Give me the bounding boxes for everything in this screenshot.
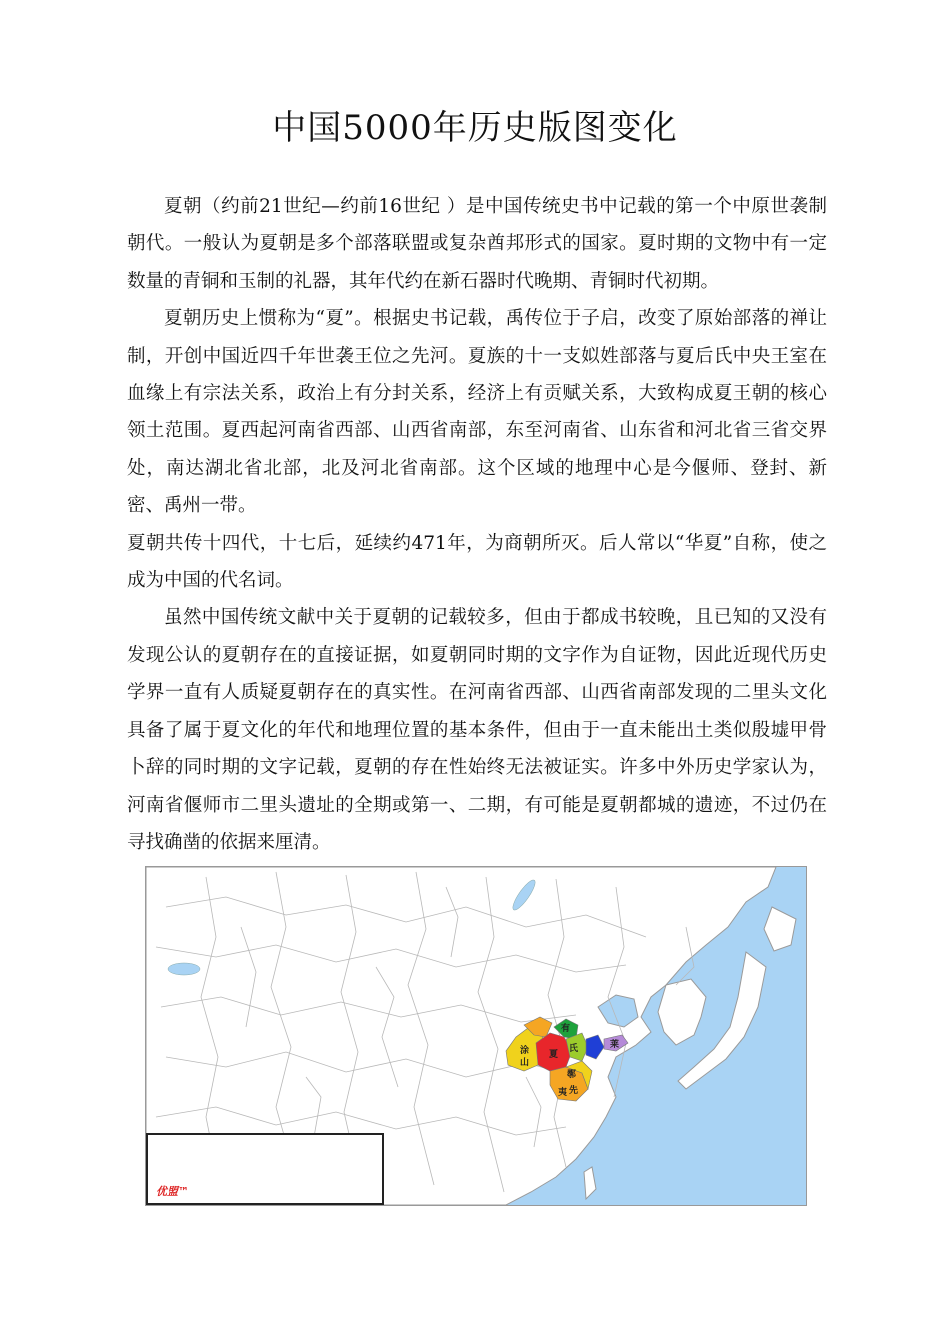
xia-dynasty-map — [145, 866, 807, 1206]
paragraph-3: 夏朝共传十四代，十七后，延续约471年，为商朝所灭。后人常以“华夏”自称，使之成为中国的代名词。 — [127, 532, 827, 592]
region-label: 鄩 — [567, 1070, 577, 1080]
region-label: 夏 — [549, 1050, 559, 1060]
article-body — [127, 188, 827, 861]
region-label: 莱 — [610, 1040, 620, 1050]
map-watermark: 优盟™ — [156, 1185, 189, 1198]
paragraph-1: 夏朝（约前21世纪—约前16世纪 ）是中国传统史书中记载的第一个中原世袭制朝代。一般认为夏朝是多个部落联盟或复杂酋邦形式的国家。夏时期的文物中有一定数量的青铜和玉制的礼器，其年代约在新石器时代晚期、青铜时代初期。 — [127, 196, 827, 292]
map-lake-balkhash — [168, 963, 200, 975]
paragraph-2: 夏朝历史上惯称为“夏”。根据史书记载，禹传位于子启，改变了原始部落的禅让制，开创中国近四千年世袭王位之先河。夏族的十一支姒姓部落与夏后氏中央王室在血缘上有宗法关系，政治上有分封关系，经济上有贡赋关系，大致构成夏王朝的核心领土范围。夏西起河南省西部、山西省南部，东至河南省、山东省和河北省三省交界处，南达湖北省北部，北及河北省南部。这个区域的地理中心是今偃师、登封、新密、禹州一带。 — [127, 308, 827, 517]
page-title: 中国5000年历史版图变化 — [272, 108, 678, 148]
region-label: 氏 — [569, 1044, 579, 1054]
region-label: 山 — [520, 1058, 530, 1068]
paragraph-4: 虽然中国传统文献中关于夏朝的记载较多，但由于都成书较晚，且已知的又没有发现公认的夏朝存在的直接证据，如夏朝同时期的文字作为自证物，因此近现代历史学界一直有人质疑夏朝存在的真实性。在河南省西部、山西省南部发现的二里头文化具备了属于夏文化的年代和地理位置的基本条件，但由于一直未能出土类似殷墟甲骨卜辞的同时期的文字记载，夏朝的存在性始终无法被证实。许多中外历史学家认为，河南省偃师市二里头遗址的全期或第一、二期，有可能是夏朝都城的遗迹，不过仍在寻找确凿的依据来厘清。 — [127, 607, 827, 853]
region-label: 先 — [569, 1086, 579, 1096]
map-legend-box — [146, 1133, 384, 1205]
region-label: 涂 — [520, 1046, 530, 1056]
region-label: 有 — [561, 1024, 571, 1034]
region-label: 夷 — [558, 1088, 568, 1098]
